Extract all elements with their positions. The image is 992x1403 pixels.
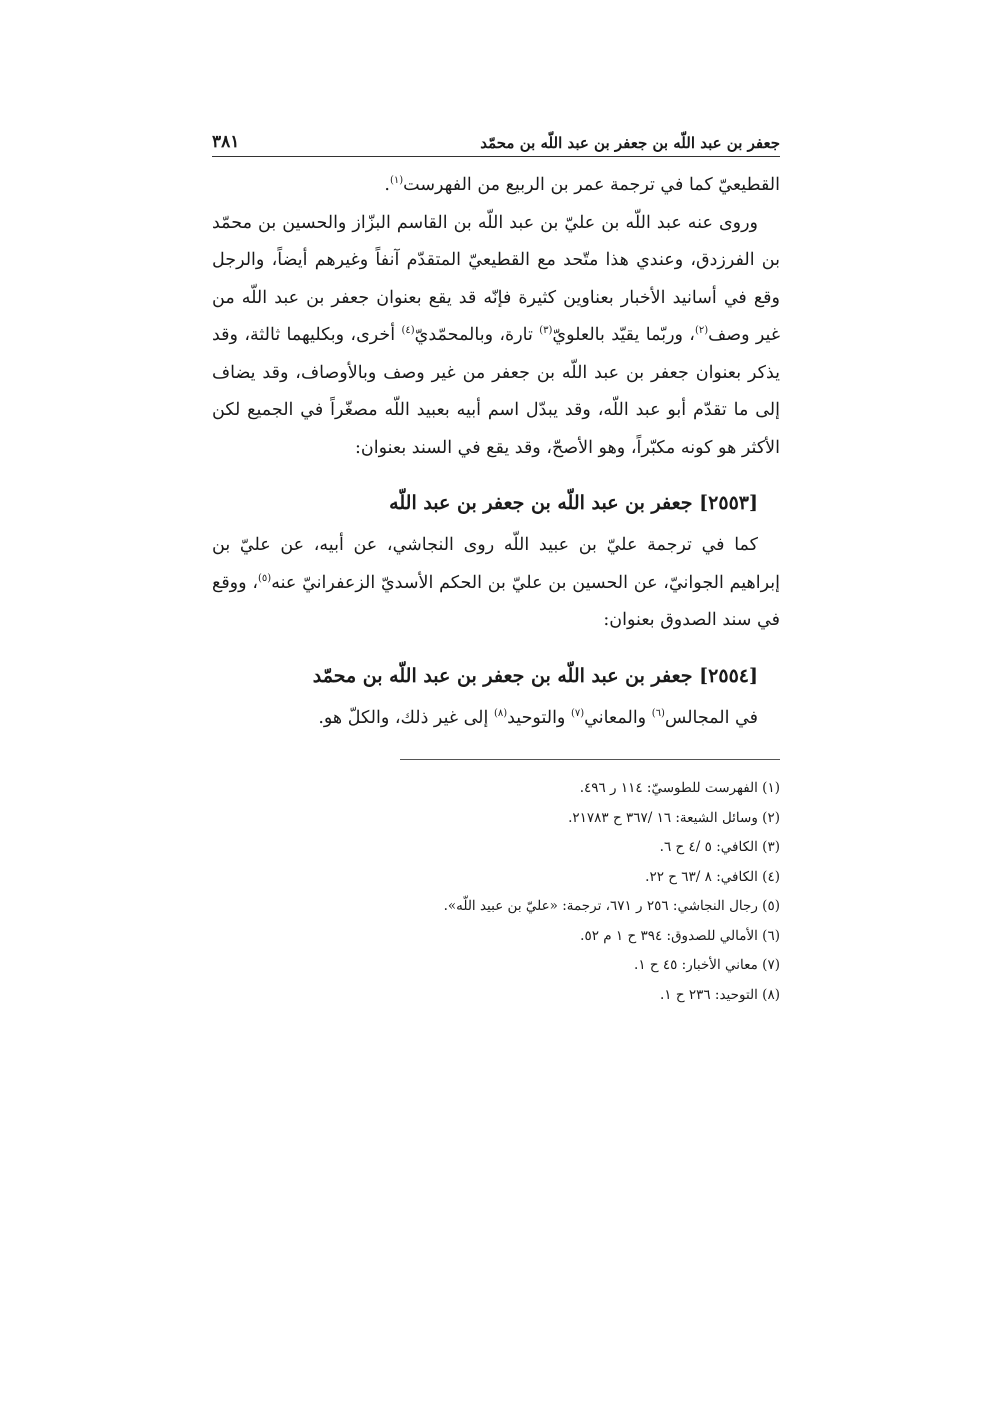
paragraph-text: ، وربّما يقيّد بالعلويّ <box>552 325 695 345</box>
paragraph-text: أخرى، وبكليهما ثالثة، وقد يذكر بعنوان جعفر بن عبد اللّه بن جعفر من غير وصف وبالأوصاف، وقد يضاف إلى ما تقدّم أبو عبد اللّه، وقد يبدّل اسم أبيه بعبيد اللّه مصغّراً في الجميع لكن الأكثر هو كونه مكبّراً، وهو الأصحّ، وقد يقع في السند بعنوان: <box>212 325 780 458</box>
footnote: (٦) الأمالي للصدوق: ٣٩٤ ح ١ م ٥٢. <box>580 927 780 944</box>
paragraph-text: تارة، وبالمحمّديّ <box>414 325 540 345</box>
footnote: (١) الفهرست للطوسيّ: ١١٤ ر ٤٩٦. <box>579 780 780 796</box>
page-header <box>212 118 780 157</box>
page-number: ٣٨١ <box>212 132 240 152</box>
paragraph-text: والتوحيد <box>507 707 571 728</box>
footnote-ref-5: (٥) <box>258 572 272 584</box>
entry-2553-text <box>212 527 780 640</box>
paragraph-text: القطيعيّ كما في ترجمة عمر بن الربيع من الفهرست <box>403 175 780 195</box>
book-page <box>212 118 780 1010</box>
entry-title: جعفر بن عبد اللّه بن جعفر بن عبد اللّه بن محمّد <box>312 664 693 687</box>
footnote: (٧) معاني الأخبار: ٤٥ ح ١. <box>634 957 780 973</box>
footnote-ref-8: (٨) <box>493 707 508 719</box>
paragraph-1 <box>212 167 780 205</box>
footnote-ref-6: (٦) <box>651 707 665 719</box>
footnote: (٨) التوحيد: ٢٣٦ ح ١. <box>660 986 780 1003</box>
entry-heading-2553 <box>212 485 780 521</box>
paragraph-2 <box>212 205 780 468</box>
footnote-ref-1: (١) <box>389 175 404 187</box>
paragraph-text: كما في ترجمة عليّ بن عبيد اللّه روى النجاشي، عن أبيه، عن عليّ بن إبراهيم الجوانيّ، عن الحسين بن عليّ بن الحكم الأسديّ الزعفرانيّ عنه <box>212 535 780 593</box>
paragraph-text: في المجالس <box>664 707 758 728</box>
paragraph-text: والمعاني <box>584 707 652 728</box>
footnote-ref-7: (٧) <box>570 707 585 719</box>
footnote: (٣) الكافي: ٥ /٤ ح ٦. <box>659 839 780 855</box>
footnote: (٤) الكافي: ٨ /٦٣ ح ٢٢. <box>645 868 780 885</box>
footnote-divider <box>400 759 780 760</box>
footnote: (٢) وسائل الشيعة: ١٦ /٣٦٧ ح ٢١٧٨٣. <box>568 809 780 826</box>
entry-title: جعفر بن عبد اللّه بن جعفر بن عبد اللّه <box>389 492 693 514</box>
running-title: جعفر بن عبد اللّه بن جعفر بن عبد اللّه بن محمّد <box>480 134 780 152</box>
paragraph-text: . <box>384 175 390 195</box>
paragraph-text: وروى عنه عبد اللّه بن عليّ بن عبد اللّه بن القاسم البزّاز والحسين بن محمّد بن الفرزدق، وعندي هذا متّحد مع القطيعيّ المتقدّم آنفاً وغيرهم أيضاً، والرجل وقع في أسانيد الأخبار بعناوين كثيرة فإنّه قد يقع بعنوان جعفر بن عبد اللّه من غير وصف <box>212 212 780 345</box>
footnote-ref-2: (٢) <box>694 325 709 337</box>
footnote: (٥) رجال النجاشي: ٢٥٦ ر ٦٧١، ترجمة: «عليّ بن عبيد اللّه». <box>443 898 780 914</box>
entry-2554-text <box>212 700 780 738</box>
entry-heading-2554 <box>212 658 780 694</box>
paragraph-text: إلى غير ذلك، والكلّ هو. <box>318 707 494 728</box>
footnotes-list <box>212 774 780 1010</box>
page-body <box>212 167 780 1010</box>
footnote-ref-3: (٣) <box>539 325 553 337</box>
paragraph-text: ، ووقع في سند الصدوق بعنوان: <box>212 572 780 630</box>
entry-number: [٢٥٥٤] <box>699 664 758 687</box>
entry-number: [٢٥٥٣] <box>699 492 758 514</box>
footnote-ref-4: (٤) <box>401 325 415 337</box>
